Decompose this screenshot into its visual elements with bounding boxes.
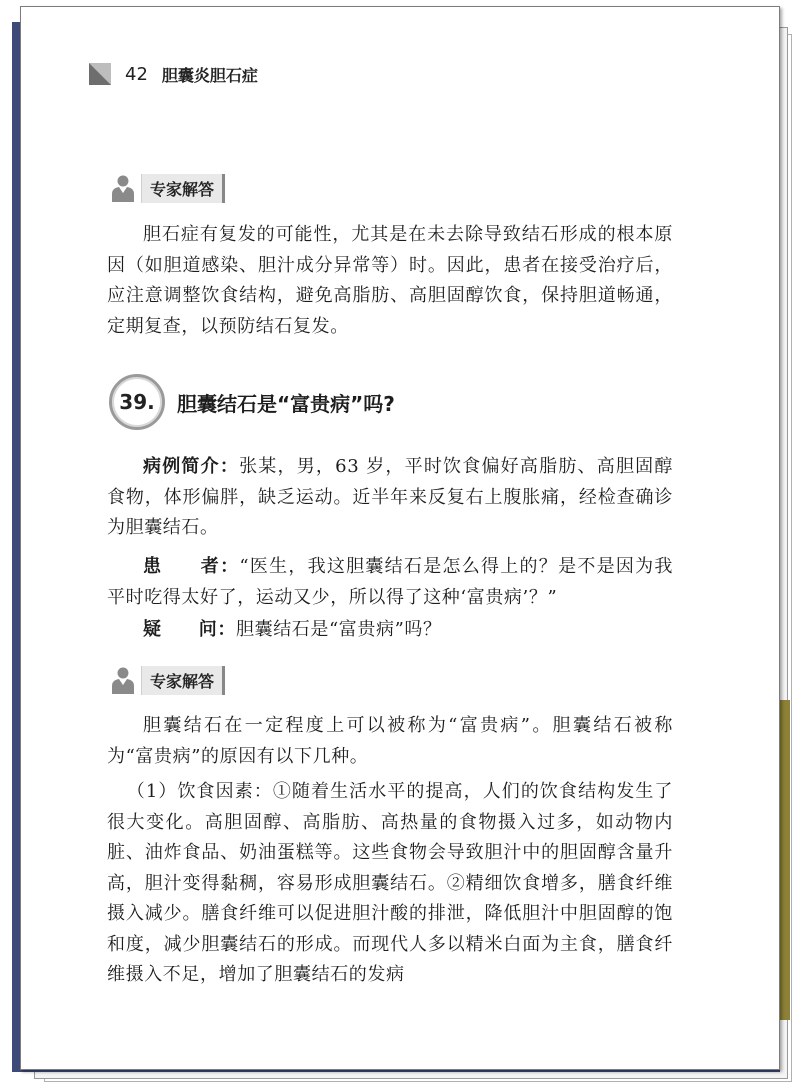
query-text: 胆囊结石是“富贵病”吗？: [236, 619, 442, 640]
patient-text: “医生，我这胆囊结石是怎么得上的？是不是因为我平时吃得太好了，运动又少，所以得了这种‘富贵病’？”: [107, 556, 674, 608]
case-intro: [107, 452, 673, 544]
expert-answer-heading: [111, 173, 225, 203]
expert-label-2: 专家解答: [141, 666, 225, 695]
patient-quote: [107, 552, 673, 613]
query-label: 疑 问：: [143, 619, 236, 640]
doctor-icon: [111, 666, 135, 694]
answer-intro: 胆囊结石在一定程度上可以被称为“富贵病”。胆囊结石被称为“富贵病”的原因有以下几种。: [107, 715, 673, 767]
section-title: 胆囊结石是“富贵病”吗?: [177, 391, 395, 416]
case-label: 病例简介：: [143, 456, 240, 477]
book-page: [20, 6, 780, 1070]
corner-mark-icon: [89, 63, 111, 85]
page-edge-accent: [780, 700, 790, 1020]
answer-paragraph: 胆石症有复发的可能性，尤其是在未去除导致结石形成的根本原因（如胆道感染、胆汁成分异常等）时。因此，患者在接受治疗后，应注意调整饮食结构，避免高脂肪、高胆固醇饮食，保持胆道畅通，定期复查，以预防结石复发。: [107, 224, 673, 337]
answer-point-1: （1）饮食因素：①随着生活水平的提高，人们的饮食结构发生了很大变化。高胆固醇、高脂肪、高热量的食物摄入过多，如动物内脏、油炸食品、奶油蛋糕等。这些食物会导致胆汁中的胆固醇含量升高，胆汁变得黏稠，容易形成胆囊结石。②精细饮食增多，膳食纤维摄入减少。膳食纤维可以促进胆汁酸的排泄，降低胆汁中胆固醇的饱和度，减少胆囊结石的形成。而现代人多以精米白面为主食，膳食纤维摄入不足，增加了胆囊结石的发病: [107, 781, 673, 985]
expert-label: 专家解答: [141, 174, 225, 203]
page-number: 42: [125, 63, 148, 85]
question-line: [107, 615, 673, 646]
running-title: 胆囊炎胆石症: [161, 65, 258, 85]
case-text: 张某，男，63 岁，平时饮食偏好高脂肪、高胆固醇食物，体形偏胖，缺乏运动。近半年来反复右上腹胀痛，经检查确诊为胆囊结石。: [107, 456, 673, 538]
section-heading: [109, 373, 395, 431]
section-number: 39.: [109, 374, 165, 430]
doctor-icon: [111, 174, 135, 202]
expert-answer-heading-2: [111, 665, 225, 695]
patient-label: 患 者：: [143, 556, 240, 577]
page-header: [89, 61, 258, 87]
